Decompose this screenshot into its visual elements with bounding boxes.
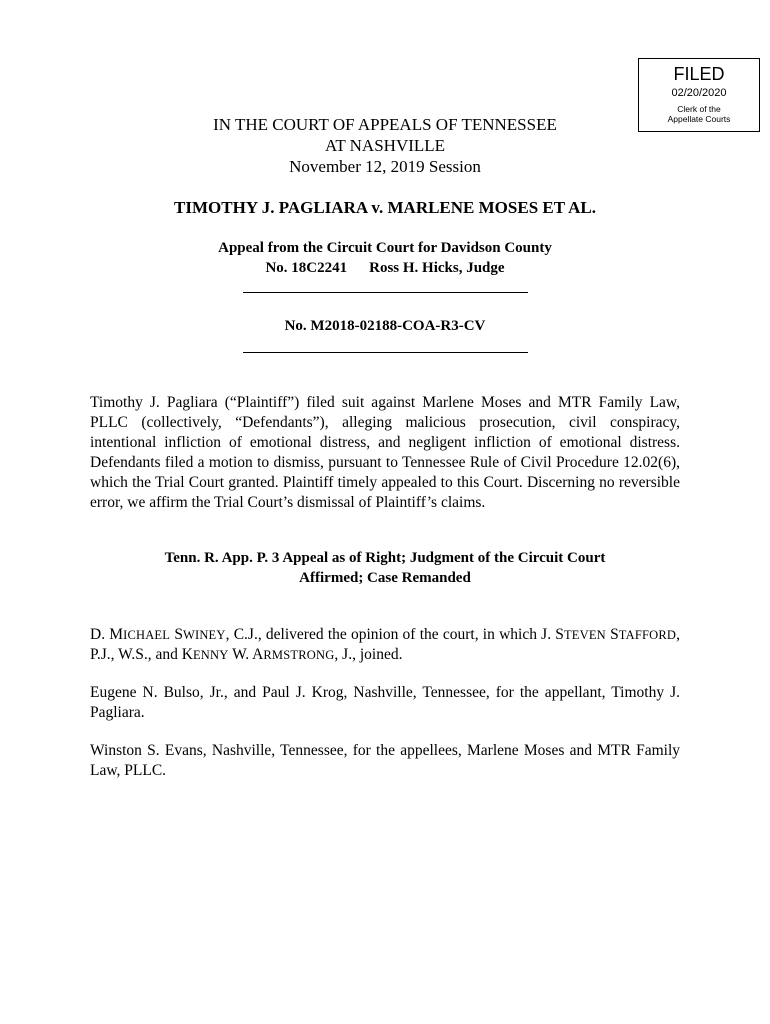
divider-line	[243, 292, 528, 293]
appeal-from: Appeal from the Circuit Court for Davidson County	[218, 240, 552, 256]
court-name: IN THE COURT OF APPEALS OF TENNESSEE	[213, 115, 557, 134]
appeal-info	[90, 238, 680, 278]
docket-number: No. M2018-02188-COA-R3-CV	[284, 318, 486, 334]
author-smallcaps: ENNY	[192, 648, 229, 662]
counsel-appellees: Winston S. Evans, Nashville, Tennessee, for the appellees, Marlene Moses and MTR Family Law, PLLC.	[90, 742, 680, 779]
author-text: W. A	[228, 646, 264, 663]
court-header	[90, 114, 680, 177]
author-text: D. M	[90, 626, 124, 643]
counsel-appellant: Eugene N. Bulso, Jr., and Paul J. Krog, Nashville, Tennessee, for the appellant, Timothy J. Pagliara.	[90, 684, 680, 721]
author-text: , J., joined.	[334, 646, 403, 663]
author-text: , P.J., W.S., and K	[90, 626, 680, 663]
trial-line	[90, 258, 680, 278]
author-smallcaps: RMSTRONG	[263, 648, 335, 662]
stamp-date: 02/20/2020	[671, 87, 727, 99]
case-title: TIMOTHY J. PAGLIARA v. MARLENE MOSES ET AL.	[174, 198, 596, 217]
opinion-authorship	[90, 625, 680, 665]
holding-line-1: Tenn. R. App. P. 3 Appeal as of Right; Judgment of the Circuit Court	[164, 550, 606, 566]
court-session: November 12, 2019 Session	[289, 157, 481, 176]
author-text: , C.J., delivered the opinion of the court, in which J. S	[225, 626, 564, 643]
judge-name: Ross H. Hicks, Judge	[369, 260, 505, 276]
holding-line-2: Affirmed; Case Remanded	[299, 570, 471, 586]
author-smallcaps: TAFFORD	[618, 628, 677, 642]
trial-number: No. 18C2241	[265, 260, 348, 276]
author-smallcaps: TEVEN	[563, 628, 606, 642]
author-text: S	[610, 626, 619, 643]
stamp-title: FILED	[673, 64, 725, 84]
author-text: S	[170, 626, 183, 643]
stamp-courts-line: Appellate Courts	[667, 114, 731, 124]
divider-line	[243, 352, 528, 353]
holding	[90, 548, 680, 588]
stamp-clerk-line: Clerk of the	[677, 104, 721, 114]
author-smallcaps: WINEY	[182, 628, 226, 642]
court-location: AT NASHVILLE	[324, 136, 446, 155]
case-summary: Timothy J. Pagliara (“Plaintiff”) filed suit against Marlene Moses and MTR Family Law, PLLC (collectively, “Defendants”), alleging malicious prosecution, civil conspiracy, intentional infliction of emotional distress, and negligent infliction of emotional distress. Defendants filed a motion to dismiss, pursuant to Tennessee Rule of Civil Procedure 12.02(6), which the Trial Court granted. Plaintiff timely appealed to this Court. Discerning no reversible error, we affirm the Trial Court’s dismissal of Plaintiff’s claims.	[90, 394, 680, 511]
author-smallcaps: ICHAEL	[123, 628, 171, 642]
